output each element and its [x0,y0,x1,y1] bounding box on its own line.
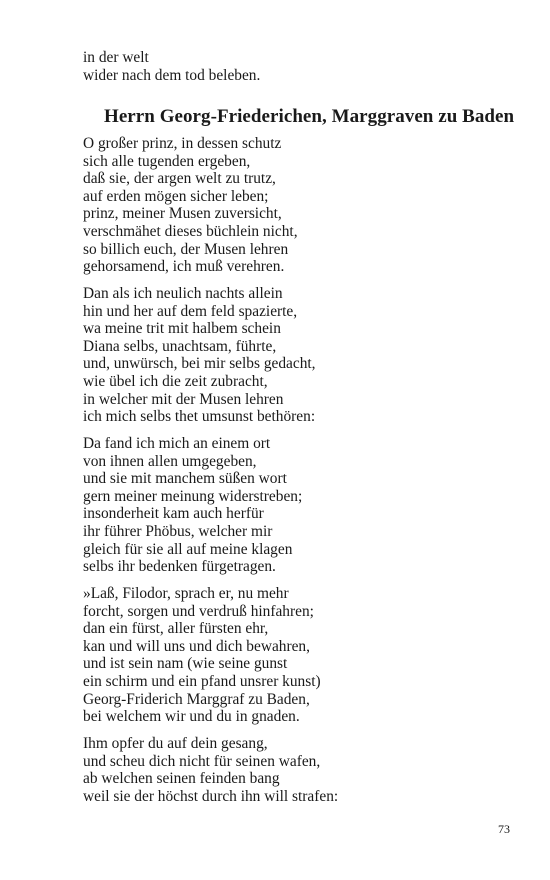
verse-line: kan und will uns und dich bewahren, [83,637,310,655]
verse-line: in der welt [83,49,149,66]
continuation-lines [83,49,260,84]
verse-line: ich mich selbs thet umsunst bethören: [83,408,316,426]
stanza-4 [83,585,321,726]
verse-line: ab welchen seinen feinden bang [83,770,280,788]
verse-line: insonderheit kam auch herfür [83,505,264,523]
verse-line: »Laß, Filodor, sprach er, nu mehr [83,585,289,602]
verse-line: gleich für sie all auf meine klagen [83,540,293,558]
verse-line: so billich euch, der Musen lehren [83,240,289,258]
verse-line: wider nach dem tod beleben. [83,66,261,84]
verse-line: ein schirm und ein pfand unsrer kunst) [83,672,321,690]
verse-line: forcht, sorgen und verdruß hinfahren; [83,602,314,620]
verse-line: Ihm opfer du auf dein gesang, [83,735,268,752]
verse-line: wa meine trit mit halbem schein [83,320,281,338]
verse-line: wie übel ich die zeit zubracht, [83,372,268,390]
verse-line: prinz, meiner Musen zuversicht, [83,205,282,223]
verse-line: auf erden mögen sicher leben; [83,187,269,205]
verse-line: und sie mit manchem süßen wort [83,470,287,488]
verse-line: und scheu dich nicht für seinen wafen, [83,752,321,770]
verse-line: Georg-Friderich Marggraf zu Baden, [83,690,310,708]
verse-line: verschmähet dieses büchlein nicht, [83,222,298,240]
verse-line: Dan als ich neulich nachts allein [83,285,283,302]
verse-line: O großer prinz, in dessen schutz [83,135,282,152]
verse-line: gehorsamend, ich muß verehren. [83,258,285,276]
verse-line: und, unwürsch, bei mir selbs gedacht, [83,355,316,373]
verse-line: gern meiner meinung widerstreben; [83,487,303,505]
verse-line: sich alle tugenden ergeben, [83,152,251,170]
verse-line: dan ein fürst, aller fürsten ehr, [83,620,269,638]
verse-line: hin und her auf dem feld spazierte, [83,302,298,320]
stanza-2 [83,285,316,426]
poem-title: Herrn Georg-Friederichen, Marggraven zu Baden [104,106,515,127]
verse-line: in welcher mit der Musen lehren [83,390,284,408]
verse-line: von ihnen allen umgegeben, [83,452,257,470]
verse-line: bei welchem wir und du in gnaden. [83,708,300,726]
verse-line: und ist sein nam (wie seine gunst [83,655,288,673]
verse-line: ihr führer Phöbus, welcher mir [83,522,273,540]
stanza-3 [83,435,302,576]
stanza-5 [83,735,338,805]
page-number: 73 [498,822,510,836]
verse-line: selbs ihr bedenken fürgetragen. [83,558,276,576]
verse-line: Diana selbs, unachtsam, führte, [83,337,277,355]
verse-line: weil sie der höchst durch ihn will strafen: [83,787,339,805]
stanza-1 [83,135,298,276]
verse-line: Da fand ich mich an einem ort [83,435,271,452]
verse-line: daß sie, der argen welt zu trutz, [83,170,276,188]
